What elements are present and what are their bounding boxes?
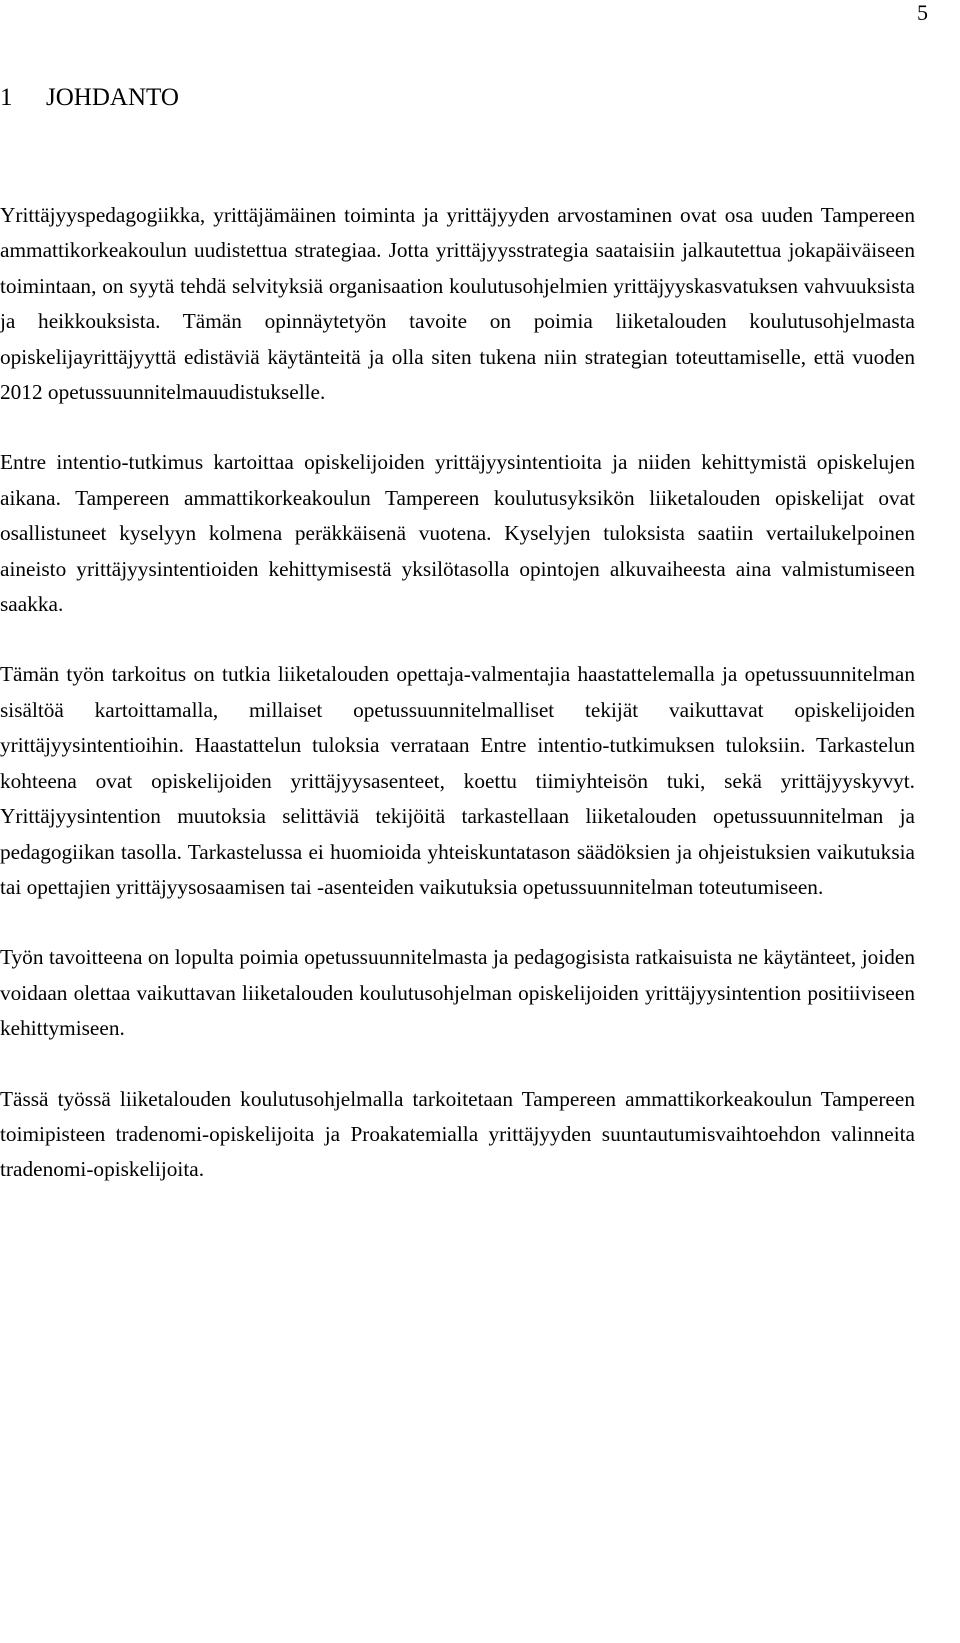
page-number: 5 — [917, 0, 928, 25]
body-text — [0, 198, 915, 1188]
chapter-number: 1 — [0, 84, 13, 111]
chapter-heading — [0, 82, 179, 114]
paragraph-purpose: Tämän työn tarkoitus on tutkia liiketalouden opettaja-valmentajia haastattelemalla ja opetussuunnitelman sisältöä kartoittamalla, millaiset opetussuunnitelmalliset tekijät vaikuttavat opiskelijoiden yrittäjyysintentioihin. Haastattelun tuloksia verrataan Entre intentio-tutkimuksen tuloksiin. Tarkastelun kohteena ovat opiskelijoiden yrittäjyysasenteet, koettu tiimiyhteisön tuki, sekä yrittäjyyskyvyt. Yrittäjyysintention muutoksia selittäviä tekijöitä tarkastellaan liiketalouden opetussuunnitelman ja pedagogiikan tasolla. Tarkastelussa ei huomioida yhteiskuntatason säädöksien ja ohjeistuksien vaikutuksia tai opettajien yrittäjyysosaamisen tai -asenteiden vaikutuksia opetussuunnitelman toteutumiseen. — [0, 662, 915, 899]
paragraph-definition: Tässä työssä liiketalouden koulutusohjelmalla tarkoitetaan Tampereen ammattikorkeakoulun Tampereen toimipisteen tradenomi-opiskelijoita ja Proakatemialla yrittäjyyden suuntautumisvaihtoehdon valinneita tradenomi-opiskelijoita. — [0, 1086, 915, 1182]
paragraph-entre-intentio: Entre intentio-tutkimus kartoittaa opiskelijoiden yrittäjyysintentioita ja niiden kehittymistä opiskelujen aikana. Tampereen ammattikorkeakoulun Tampereen koulutusyksikön liiketalouden opiskelijat ovat osallistuneet kyselyyn kolmena peräkkäisenä vuotena. Kyselyjen tuloksista saatiin vertailukelpoinen aineisto yrittäjyysintentioiden kehittymisestä yksilötasolla opintojen alkuvaiheesta aina valmistumiseen saakka. — [0, 450, 915, 617]
paragraph-goal: Työn tavoitteena on lopulta poimia opetussuunnitelmasta ja pedagogisista ratkaisuista ne käytänteet, joiden voidaan olettaa vaikuttavan liiketalouden koulutusohjelman opiskelijoiden yrittäjyysintention positiiviseen kehittymiseen. — [0, 945, 915, 1041]
paragraph-intro: Yrittäjyyspedagogiikka, yrittäjämäinen toiminta ja yrittäjyyden arvostaminen ovat osa uuden Tampereen ammattikorkeakoulun uudistettua strategiaa. Jotta yrittäjyysstrategia saataisiin jalkautettua jokapäiväiseen toimintaan, on syytä tehdä selvityksiä organisaation koulutusohjelmien yrittäjyyskasvatuksen vahvuuksista ja heikkouksista. Tämän opinnäytetyön tavoite on poimia liiketalouden koulutusohjelmasta opiskelijayrittäjyyttä edistäviä käytänteitä ja olla siten tukena niin strategian toteuttamiselle, että vuoden 2012 opetussuunnitelmauudistukselle. — [0, 203, 915, 405]
chapter-title: JOHDANTO — [46, 84, 179, 111]
